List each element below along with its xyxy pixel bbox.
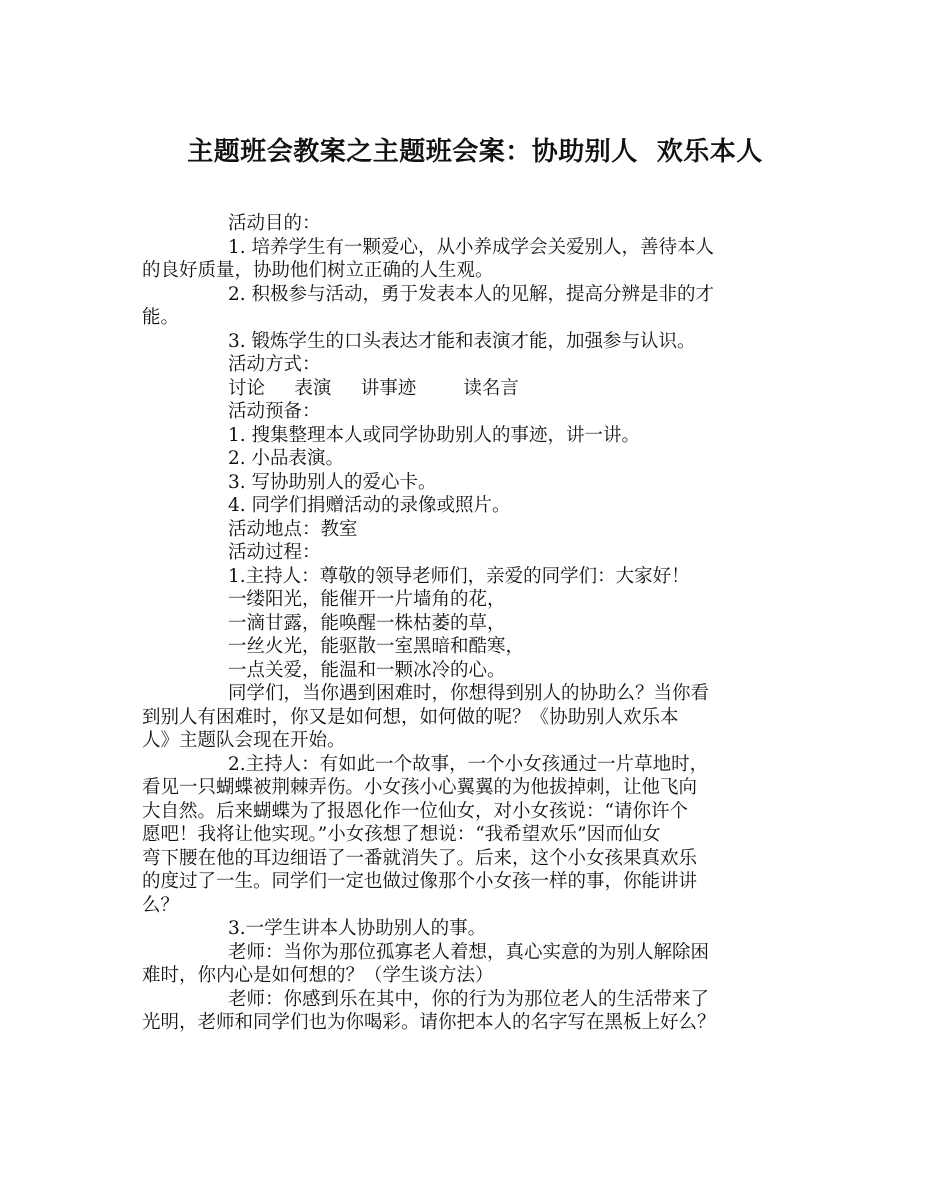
text-line: 活动目的：	[228, 213, 321, 234]
text-line: 2. 积极参与活动，勇于发表本人的见解，提高分辨是非的才	[228, 283, 715, 305]
text-line: 3.一学生讲本人协助别人的事。	[228, 918, 487, 939]
text-line: 弯下腰在他的耳边细语了一番就消失了。后来，这个小女孩果真欢乐	[142, 847, 698, 869]
text-line: 1.主持人：尊敬的领导老师们，亲爱的同学们：大家好！	[228, 565, 690, 587]
text-line: 人》主题队会现在开始。	[142, 730, 346, 751]
text-line: 么？	[142, 894, 180, 916]
text-line: 1. 搜集整理本人或同学协助别人的事迹，讲一讲。	[228, 424, 641, 446]
text-line: 讨论 表演 讲事迹 读名言	[228, 377, 519, 399]
text-line: 光明，老师和同学们也为你喝彩。请你把本人的名字写在黑板上好么？	[142, 1012, 716, 1033]
text-line: 活动预备：	[228, 401, 321, 422]
text-line: 老师：当你为那位孤寡老人着想，真心实意的为别人解除困	[228, 941, 710, 963]
text-line: 一滴甘露，能唤醒一株枯萎的草，	[228, 612, 506, 634]
text-line: 一缕阳光，能催开一片墙角的花，	[228, 589, 506, 610]
page-title: 主题班会教案之主题班会案：协助别人 欢乐本人	[187, 137, 763, 167]
text-line: 2.主持人：有如此一个故事，一个小女孩通过一片草地时，	[228, 753, 709, 775]
text-line: 1. 培养学生有一颗爱心，从小养成学会关爱别人，善待本人	[228, 236, 715, 258]
text-line: 4. 同学们捐赠活动的录像或照片。	[228, 495, 511, 516]
text-line: 3. 锻炼学生的口头表达才能和表演才能，加强参与认识。	[228, 330, 696, 352]
text-line: 难时，你内心是如何想的？（学生谈方法）	[142, 965, 494, 986]
text-line: 看见一只蝴蝶被荆棘弄伤。小女孩小心翼翼的为他拔掉刺，让他飞向	[142, 777, 698, 798]
text-line: 的度过了一生。同学们一定也做过像那个小女孩一样的事，你能讲讲	[142, 871, 698, 892]
text-line: 能。	[142, 307, 180, 328]
text-line: 活动过程：	[228, 542, 321, 563]
text-line: 活动方式：	[228, 354, 321, 375]
text-line: 2. 小品表演。	[228, 448, 345, 469]
text-line: 到别人有困难时，你又是如何想，如何做的呢？《协助别人欢乐本	[142, 706, 679, 728]
text-line: 一点关爱，能温和一颗冰冷的心。	[228, 659, 506, 681]
text-line: 的良好质量，协助他们树立正确的人生观。	[142, 260, 494, 281]
text-line: 同学们，当你遇到困难时，你想得到别人的协助么？当你看	[228, 683, 710, 704]
document-body	[142, 212, 826, 1035]
text-line: 一丝火光，能驱散一室黑暗和酷寒，	[228, 636, 525, 657]
text-line: 愿吧！我将让他实现。”小女孩想了想说：“我希望欢乐”因而仙女	[142, 824, 661, 845]
text-line: 大自然。后来蝴蝶为了报恩化作一位仙女，对小女孩说：“请你许个	[142, 800, 688, 822]
text-line: 3. 写协助别人的爱心卡。	[228, 471, 437, 493]
text-line: 老师：你感到乐在其中，你的行为为那位老人的生活带来了	[228, 988, 710, 1010]
text-line: 活动地点：教室	[228, 518, 358, 540]
